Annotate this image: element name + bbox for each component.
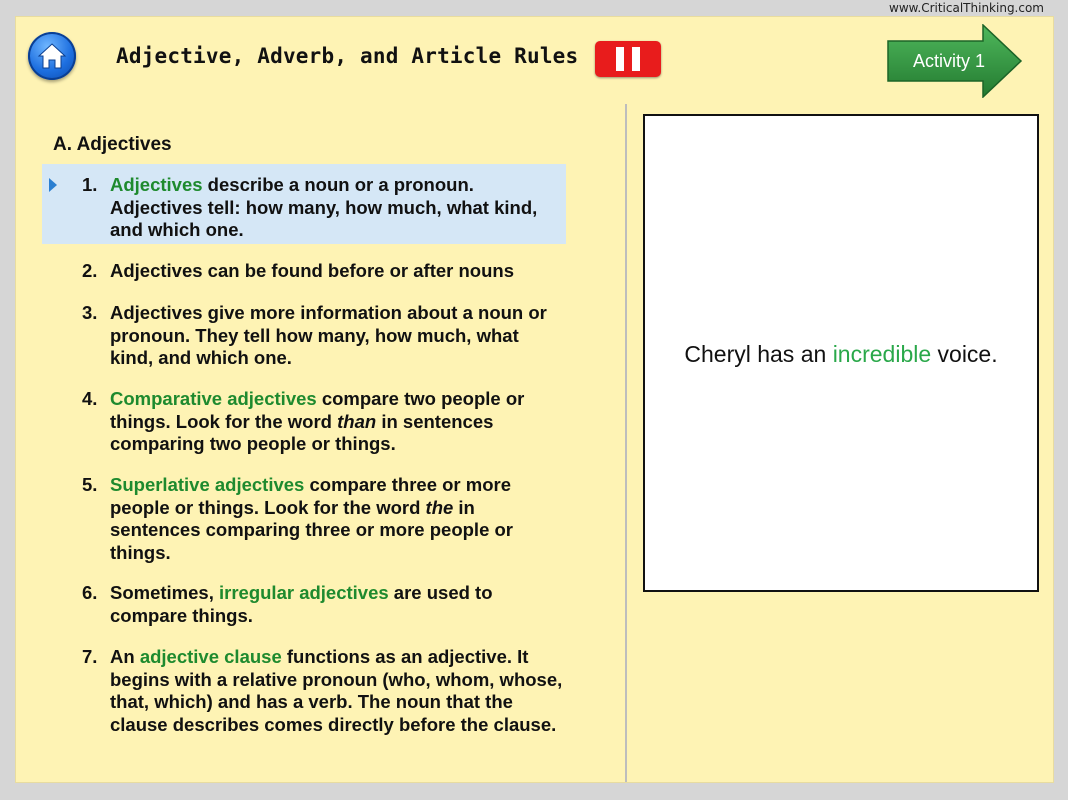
column-divider xyxy=(625,104,627,782)
pause-button[interactable] xyxy=(595,41,661,77)
pause-icon xyxy=(616,47,624,71)
rule-text xyxy=(110,582,566,627)
rule-text-part: Adjectives give more information about a noun or pronoun. They tell how many, how much, what kind, and which one. xyxy=(110,302,547,368)
rule-highlight: adjective clause xyxy=(139,646,282,667)
rule-item-3[interactable] xyxy=(42,302,566,370)
rule-text-part: An xyxy=(110,646,140,667)
rule-text xyxy=(110,260,566,283)
example-text-before: Cheryl has an xyxy=(684,341,833,367)
rule-number: 1. xyxy=(82,174,98,195)
rule-highlight: irregular adjectives xyxy=(219,582,389,603)
rule-item-6[interactable] xyxy=(42,582,566,627)
rule-text-part: functions as an adjective. It begins with a relative pronoun (who, whom, whose, that, which) and has a verb. The noun that the clause describes comes directly before the clause. xyxy=(110,646,563,735)
page-title: Adjective, Adverb, and Article Rules xyxy=(116,44,579,68)
section-heading: A. Adjectives xyxy=(53,134,172,155)
rule-number: 5. xyxy=(82,474,98,495)
activity-label: Activity 1 xyxy=(912,51,986,71)
rule-italic-word: the xyxy=(425,496,454,518)
home-button[interactable] xyxy=(28,32,76,80)
rule-highlight: Adjectives xyxy=(110,174,203,195)
rule-text xyxy=(110,388,566,456)
rule-item-5[interactable] xyxy=(42,474,566,564)
example-highlight-word: incredible xyxy=(832,341,932,367)
example-sentence xyxy=(645,341,1037,368)
pause-icon-bar xyxy=(632,47,640,71)
example-text-after: voice. xyxy=(931,341,998,367)
rule-item-7[interactable] xyxy=(42,646,566,736)
home-icon xyxy=(37,42,67,70)
example-panel xyxy=(643,114,1039,592)
rule-text-part: Sometimes, xyxy=(110,582,219,603)
activity-button[interactable] xyxy=(887,24,1023,98)
rule-number: 3. xyxy=(82,302,98,323)
rule-text xyxy=(110,302,566,370)
rule-text-part: in sentences comparing two people or things. xyxy=(110,410,494,454)
rule-text-part: compare three or more people or things. Look for the word xyxy=(110,474,512,518)
site-url: www.CriticalThinking.com xyxy=(889,1,1044,15)
rule-text xyxy=(110,646,566,736)
rule-highlight: Superlative adjectives xyxy=(110,474,305,495)
rule-italic-word: than xyxy=(337,410,377,432)
rule-text-part: in sentences comparing three or more people or things. xyxy=(110,496,513,563)
rule-item-1[interactable] xyxy=(42,164,566,244)
rule-text-part: are used to compare things. xyxy=(110,582,493,626)
rule-item-2[interactable] xyxy=(42,260,566,283)
rule-text-part: compare two people or things. Look for the word xyxy=(110,388,525,432)
rule-number: 6. xyxy=(82,582,98,603)
rule-number: 2. xyxy=(82,260,98,281)
rule-number: 7. xyxy=(82,646,98,667)
rule-text-part: Adjectives can be found before or after nouns xyxy=(110,260,514,281)
rule-text xyxy=(110,174,566,242)
rule-text xyxy=(110,474,566,564)
rule-text-part: describe a noun or a pronoun. Adjectives tell: how many, how much, what kind, and which one. xyxy=(110,174,538,240)
rule-highlight: Comparative adjectives xyxy=(110,388,317,409)
rule-item-4[interactable] xyxy=(42,388,566,456)
play-marker-icon xyxy=(49,178,57,192)
rule-number: 4. xyxy=(82,388,98,409)
